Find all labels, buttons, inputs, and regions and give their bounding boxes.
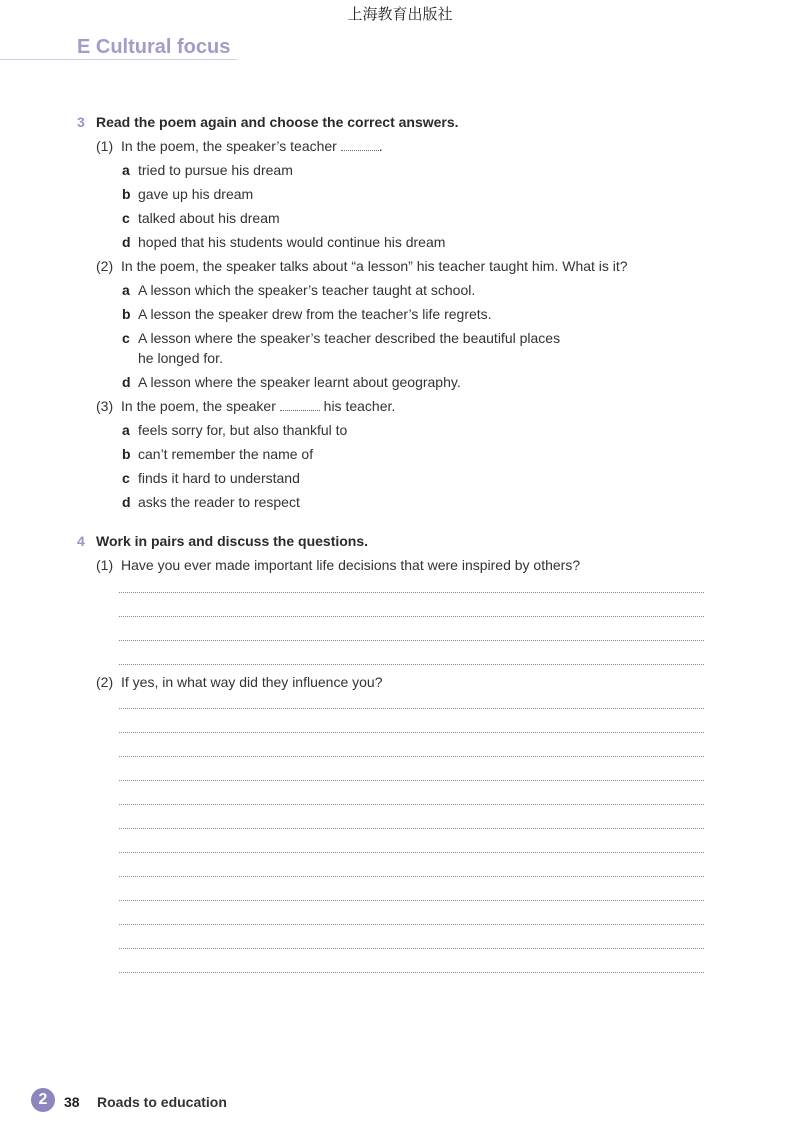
option-text: can’t remember the name of	[138, 446, 314, 462]
page-footer	[0, 1088, 800, 1116]
question-number: 3	[77, 114, 85, 130]
option-text: tried to pursue his dream	[138, 162, 293, 178]
writing-line[interactable]	[119, 780, 704, 781]
option-text: asks the reader to respect	[138, 494, 300, 510]
option-letter: c	[122, 470, 130, 486]
writing-line[interactable]	[119, 972, 704, 973]
writing-line[interactable]	[119, 756, 704, 757]
sub-question-number: (1)	[96, 557, 114, 573]
section-title: E Cultural focus	[77, 36, 231, 58]
question-instruction: Work in pairs and discuss the questions.	[96, 533, 369, 549]
writing-line[interactable]	[119, 876, 704, 877]
answer-blank[interactable]	[280, 398, 320, 411]
option-text-continued: he longed for.	[138, 350, 223, 366]
writing-line[interactable]	[119, 804, 704, 805]
section-rule	[0, 59, 237, 60]
question-instruction: Read the poem again and choose the correct answers.	[96, 114, 459, 130]
question-4-heading	[77, 533, 368, 549]
writing-line[interactable]	[119, 924, 704, 925]
option-text: A lesson the speaker drew from the teacher’s life regrets.	[138, 306, 492, 322]
option-text: A lesson where the speaker learnt about geography.	[138, 374, 461, 390]
writing-line[interactable]	[119, 708, 704, 709]
option-letter: b	[122, 306, 131, 322]
option-letter: d	[122, 374, 131, 390]
option-text: A lesson which the speaker’s teacher taught at school.	[138, 282, 476, 298]
section-header	[0, 36, 237, 61]
writing-line[interactable]	[119, 640, 704, 641]
writing-line[interactable]	[119, 664, 704, 665]
question-3-heading	[77, 114, 459, 130]
sub-question-text: In the poem, the speaker talks about “a lesson” his teacher taught him. What is it?	[121, 258, 628, 274]
page-number: 38	[64, 1094, 80, 1110]
writing-line[interactable]	[119, 828, 704, 829]
writing-line[interactable]	[119, 616, 704, 617]
sub-question-text: In the poem, the speaker’s teacher .	[121, 138, 383, 154]
sub-question-number: (1)	[96, 138, 114, 154]
option-letter: b	[122, 186, 131, 202]
sub-question-number: (2)	[96, 258, 114, 274]
writing-line[interactable]	[119, 852, 704, 853]
question-number: 4	[77, 533, 85, 549]
answer-blank[interactable]	[341, 138, 379, 151]
option-text: gave up his dream	[138, 186, 254, 202]
option-text: feels sorry for, but also thankful to	[138, 422, 348, 438]
sub-question-number: (3)	[96, 398, 114, 414]
sub-question-text: If yes, in what way did they influence you?	[121, 674, 383, 690]
option-letter: a	[122, 282, 130, 298]
option-text: talked about his dream	[138, 210, 280, 226]
sub-question-number: (2)	[96, 674, 114, 690]
publisher-name: 上海教育出版社	[347, 5, 453, 23]
option-letter: d	[122, 494, 131, 510]
option-text: finds it hard to understand	[138, 470, 300, 486]
writing-line[interactable]	[119, 948, 704, 949]
writing-line[interactable]	[119, 592, 704, 593]
unit-title: Roads to education	[97, 1094, 227, 1110]
option-letter: a	[122, 162, 130, 178]
writing-line[interactable]	[119, 900, 704, 901]
sub-question-text: Have you ever made important life decisions that were inspired by others?	[121, 557, 581, 573]
option-letter: c	[122, 210, 130, 226]
writing-line[interactable]	[119, 732, 704, 733]
option-letter: b	[122, 446, 131, 462]
option-text: A lesson where the speaker’s teacher described the beautiful places	[138, 330, 561, 346]
option-letter: c	[122, 330, 130, 346]
option-letter: d	[122, 234, 131, 250]
option-letter: a	[122, 422, 130, 438]
option-text: hoped that his students would continue his dream	[138, 234, 446, 250]
sub-question-text: In the poem, the speaker his teacher.	[121, 398, 396, 414]
unit-badge: 2	[31, 1088, 55, 1112]
